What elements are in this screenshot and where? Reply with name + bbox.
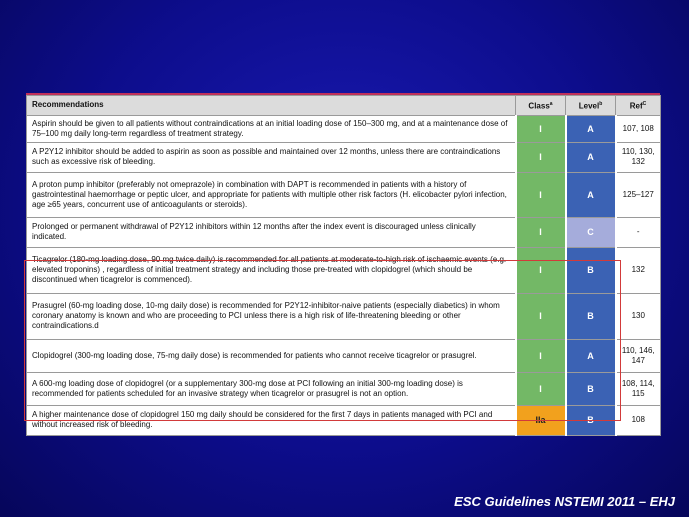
table-row	[27, 339, 661, 372]
level-cell: B	[566, 405, 616, 435]
header-level: Level$^b$	[566, 96, 616, 116]
header-ref: Ref$^C$	[616, 96, 661, 116]
recommendation-text: A P2Y12 inhibitor should be added to aspirin as soon as possible and maintained over 12 months, unless there are contraindications such as excessive risk of bleeding.	[27, 142, 516, 172]
table-row	[27, 172, 661, 217]
recommendation-text: A 600-mg loading dose of clopidogrel (or a supplementary 300-mg dose at PCI following an initial 300-mg loading dose) is recommended for patients scheduled for an invasive strategy when ticagrelor or prasugrel is not an option.	[27, 372, 516, 405]
ref-cell: -	[616, 217, 661, 247]
recommendation-text: Ticagrelor (180-mg loading dose, 90 mg twice daily) is recommended for all patients at moderate-to-high risk of ischaemic events (e.g. elevated troponins) , regardless of initial treatment strategy and including those pre-treated with clopidogrel (which should be discontinued when ticagrelor is commenced).	[27, 247, 516, 293]
level-cell: B	[566, 372, 616, 405]
class-cell: I	[516, 217, 566, 247]
class-cell: I	[516, 115, 566, 142]
level-cell: C	[566, 217, 616, 247]
table-row	[27, 247, 661, 293]
table-row	[27, 142, 661, 172]
recommendation-text: Prolonged or permanent withdrawal of P2Y12 inhibitors within 12 months after the index event is discouraged unless clinically indicated.	[27, 217, 516, 247]
recommendation-text: A higher maintenance dose of clopidogrel 150 mg daily should be considered for the first 7 days in patients managed with PCI and without increased risk of bleeding.	[27, 405, 516, 435]
ref-cell: 107, 108	[616, 115, 661, 142]
ref-cell: 108, 114, 115	[616, 372, 661, 405]
table-row	[27, 217, 661, 247]
level-cell: B	[566, 293, 616, 339]
level-cell: A	[566, 115, 616, 142]
table-row	[27, 372, 661, 405]
table-header-row	[27, 96, 661, 116]
class-cell: I	[516, 372, 566, 405]
ref-cell: 110, 130, 132	[616, 142, 661, 172]
level-cell: A	[566, 142, 616, 172]
recommendation-text: Prasugrel (60-mg loading dose, 10-mg daily dose) is recommended for P2Y12-inhibitor-naive patients (especially diabetics) in whom coronary anatomy is known and who are proceeding to PCI unless there is a high risk of life-threatening bleeding or other contraindications.d	[27, 293, 516, 339]
class-cell: I	[516, 339, 566, 372]
class-cell: I	[516, 247, 566, 293]
footer-citation: ESC Guidelines NSTEMI 2011 – EHJ	[454, 494, 675, 509]
header-class: Class$^a$	[516, 96, 566, 116]
recommendation-text: Aspirin should be given to all patients without contraindications at an initial loading dose of 150–300 mg, and at a maintenance dose of 75–100 mg daily long-term regardless of treatment strategy.	[27, 115, 516, 142]
class-cell: IIa	[516, 405, 566, 435]
ref-cell: 108	[616, 405, 661, 435]
recommendations-table	[26, 93, 660, 436]
ref-cell: 132	[616, 247, 661, 293]
ref-cell: 130	[616, 293, 661, 339]
table-row	[27, 293, 661, 339]
level-cell: A	[566, 339, 616, 372]
table-row	[27, 405, 661, 435]
level-cell: B	[566, 247, 616, 293]
ref-cell: 110, 146, 147	[616, 339, 661, 372]
recommendation-text: A proton pump inhibitor (preferably not omeprazole) in combination with DAPT is recommended in patients with a history of gastrointestinal haemorrhage or peptic ulcer, and appropriate for patients with multiple other risk factors (H. elicobacter pylori infection, age ≥65 years, concurrent use of anticoagulants or steroids).	[27, 172, 516, 217]
class-cell: I	[516, 293, 566, 339]
class-cell: I	[516, 172, 566, 217]
recommendation-text: Clopidogrel (300-mg loading dose, 75-mg daily dose) is recommended for patients who cannot receive ticagrelor or prasugrel.	[27, 339, 516, 372]
level-cell: A	[566, 172, 616, 217]
table-row	[27, 115, 661, 142]
class-cell: I	[516, 142, 566, 172]
ref-cell: 125–127	[616, 172, 661, 217]
header-recommendations: Recommendations	[27, 96, 516, 116]
